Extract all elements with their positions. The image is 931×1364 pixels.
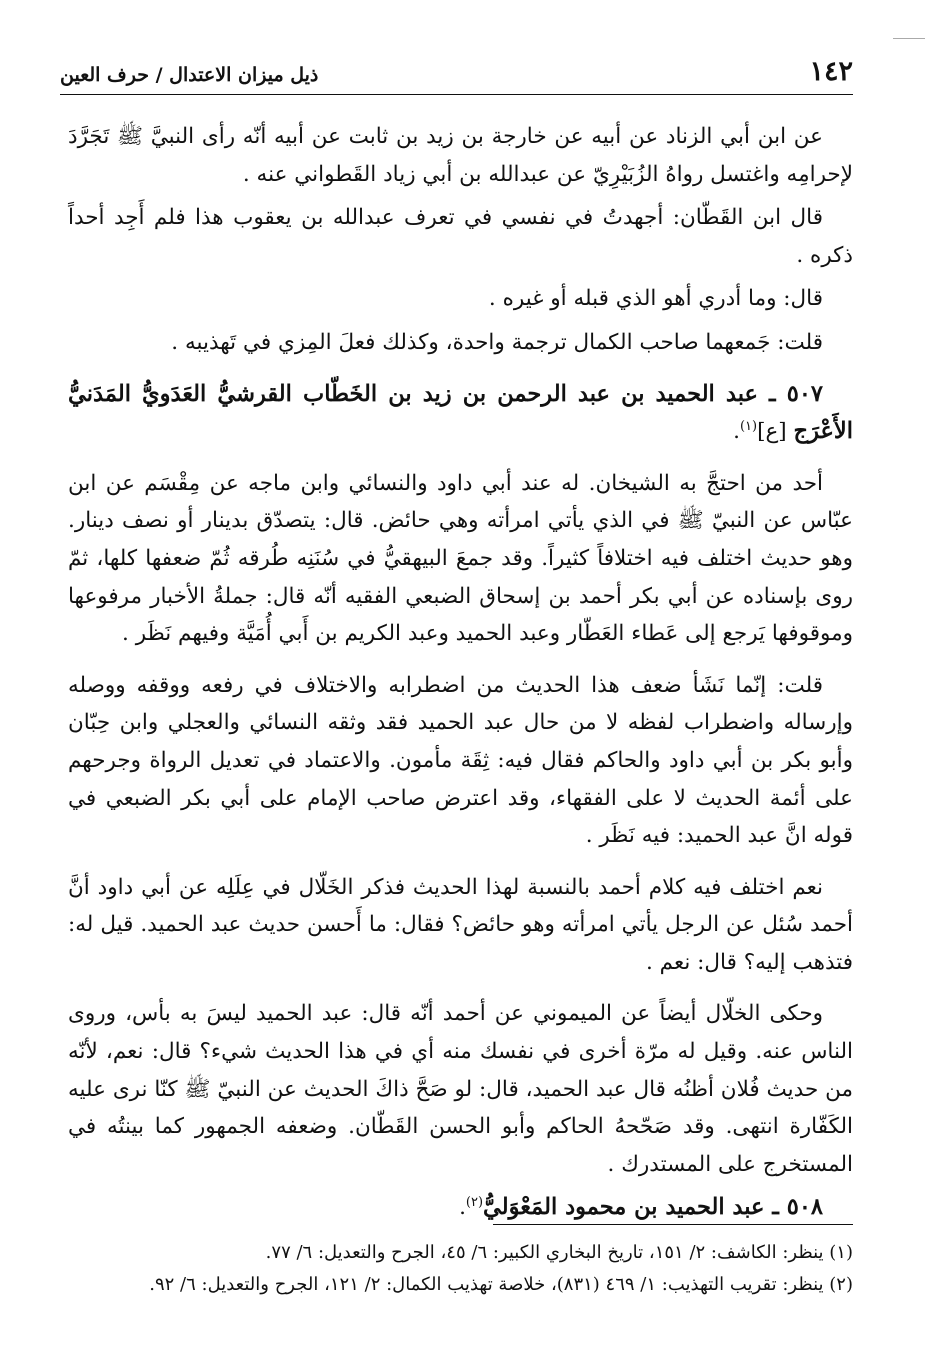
footnotes — [68, 1237, 853, 1301]
footnote-1: (١) ينظر: الكاشف: ٢/ ١٥١، تاريخ البخاري الكبير: ٦/ ٤٥، الجرح والتعديل: ٦/ ٧٧. — [265, 1242, 853, 1263]
paragraph-2: قال ابن القَطّان: أجهدتُ في نفسي في تعرف عبدالله بن يعقوب هذا فلم أَجِد أحداً ذكره . — [68, 205, 853, 268]
paragraph-8: وحكى الخلّال أيضاً عن الميموني عن أحمد أنّه قال: عبد الحميد ليسَ به بأس، وروى الناس عنه. وقيل له مرّة أخرى في نفسك منه أي في هذا الحديث شيء؟ قال: نعم، لأنّه من حديث فُلان أظنُه قال عبد الحميد، قال: لو صَحَّ ذاكَ الحديث عن النبيّ ﷺ كنّا نرى عليه الكَفّارة انتهى. وقد صَحّحهُ الحاكم وأبو الحسن القَطّان. وضعفه الجمهور كما بينتُه في المستخرج على المستدرك . — [68, 1001, 853, 1177]
paragraph-3: قال: وما أدري أهو الذي قبله أو غيره . — [488, 286, 823, 312]
paragraph-5: أحد من احتجَّ به الشيخان. له عند أبي داود والنسائي وابن ماجه عن مِقْسَم عن ابن عبّاس عن النبيّ ﷺ في الذي يأتي امرأته وهي حائض. قال: يتصدّق بدينار أو نصف دينار. وهو حديث اختلف فيه اختلافاً كثيراً. وقد جمعَ البيهقيُّ في سُنَنِه طُرقه ثُمّ ضعفها كلها، ثمّ روى بإسناده عن أبي بكر أحمد بن إسحاق الضبعي الفقيه أنّه قال: جملةُ الأخبار مرفوعها وموقوفها يَرجع إلى عَطاء العَطّار وعبد الحميد وعبد الكريم بن أَبي أُمَيَّة وفيهم نَظَر . — [68, 470, 853, 647]
page-header — [60, 58, 853, 95]
paragraph-6: قلت: إنّما نَشَأ ضعف هذا الحديث من اضطرابه والاختلاف في رفعه ووقفه ووصله وإرساله واضطراب لفظه لا من حال عبد الحميد فقد وثقه النسائي والعجلي وابن حِبّان وأبو بكر بن أبي داود والحاكم فقال فيه: ثِقَة مأمون. والاعتماد في تعديل الرواة وجرحهم على أئمة الحديث لا على الفقهاء، وقد اعترض صاحب الإمام على أبي بكر الضبعي في قوله انَّ عبد الحميد: فيه نَظَر . — [68, 672, 853, 849]
main-text — [68, 118, 853, 1233]
footnote-ref-1: (١) — [739, 419, 758, 434]
entry-507-heading: ٥٠٧ ـ عبد الحميد بن عبد الرحمن بن زيد بن الخَطّاب القرشيُّ العَدَويُّ المَدَنيُّ الأَعْرَج — [68, 380, 853, 445]
entry-508-tail: . — [459, 1195, 466, 1221]
paragraph-7: نعم اختلف فيه كلام أحمد بالنسبة لهذا الحديث فذكر الخَلّال في عِلَلِه عن أبي داود أنَّ أحمد سُئل عن الرجل يأتي امرأته وهو حائض؟ فقال: ما أَحسن حديث عبد الحميد. قيل له: فتذهب إليه؟ قال: نعم . — [68, 874, 853, 975]
footnote-2: (٢) ينظر: تقريب التهذيب: ١/ ٤٦٩ (٨٣١)، خلاصة تهذيب الكمال: ٢/ ١٢١، الجرح والتعديل: ٦/ ٩٢. — [149, 1274, 853, 1295]
running-title: ذيل ميزان الاعتدال / حرف العين — [60, 64, 319, 86]
page-number: ١٤٢ — [809, 56, 853, 87]
entry-507: ٥٠٧ ـ عبد الحميد بن عبد الرحمن بن زيد بن الخَطّاب القرشيُّ العَدَويُّ المَدَنيُّ الأَعْرَج [ع]$^{(١)}$. — [68, 380, 853, 445]
entry-507-tail: [ع] — [757, 419, 787, 445]
entry-508 — [68, 1189, 853, 1227]
entry-508-heading: ٥٠٨ ـ عبد الحميد بن محمود المَعْوَليُّ — [483, 1194, 823, 1221]
paragraph-4: قلت: جَمعهما صاحب الكمال ترجمة واحدة، وكذلك فعلَ المِزي في تَهذيبه . — [171, 329, 823, 355]
footnote-divider — [493, 1224, 853, 1225]
paragraph-1: عن ابن أبي الزناد عن أبيه عن خارجة بن زيد بن ثابت عن أبيه أنّه رأى النبيَّ ﷺ تَجَرَّدَ لإحرامِه واغتسل رواهُ الزُبَيْرِيّ عن عبدالله بن أبي زياد القَطواني عنه . — [68, 124, 853, 187]
corner-mark — [893, 38, 925, 39]
footnote-ref-2: (٢) — [465, 1195, 484, 1211]
